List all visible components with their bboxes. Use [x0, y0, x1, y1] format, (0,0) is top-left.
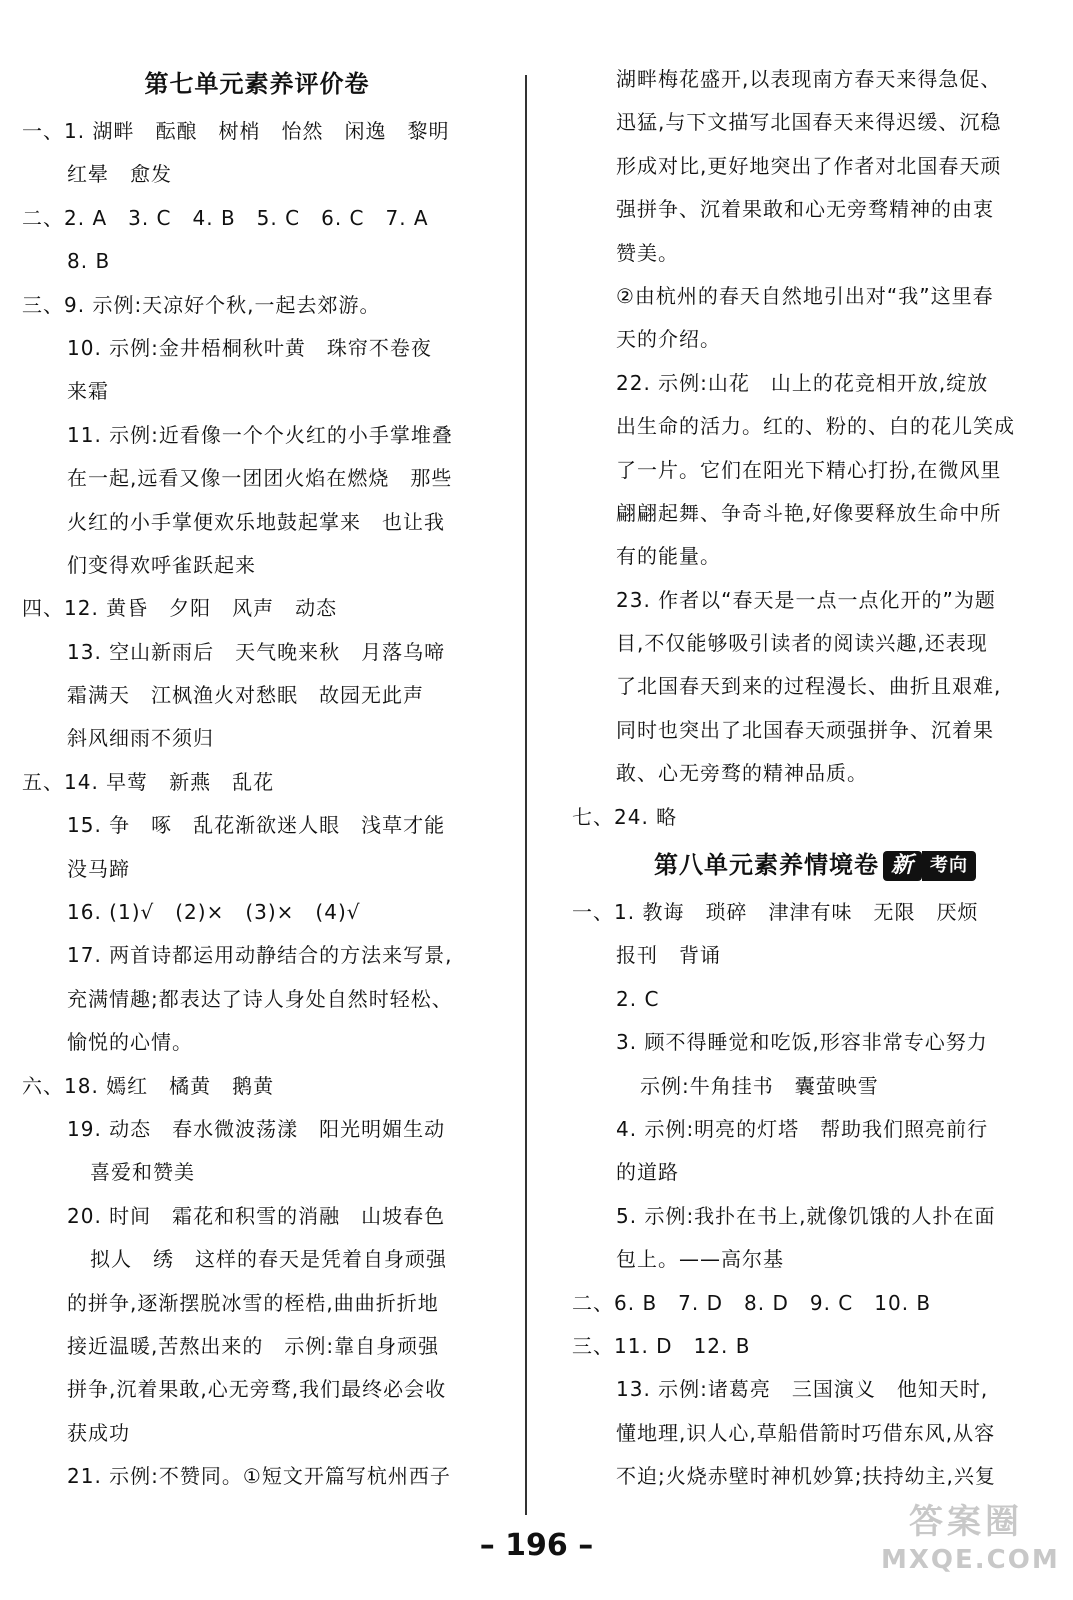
- answer-line: 的道路: [616, 1160, 679, 1185]
- column-divider: [525, 75, 527, 1515]
- answer-line: 四、12. 黄昏 夕阳 风声 动态: [22, 596, 338, 621]
- watermark-url: MXQE.COM: [881, 1545, 1060, 1575]
- watermark-text: 答案圈: [909, 1502, 1023, 1542]
- answer-line: 示例:牛角挂书 囊萤映雪: [640, 1073, 879, 1098]
- answer-line: 2. C: [616, 986, 660, 1011]
- answer-line: 3. 顾不得睡觉和吃饭,形容非常专心努力: [616, 1030, 988, 1055]
- answer-line: 15. 争 啄 乱花渐欲迷人眼 浅草才能: [67, 813, 446, 838]
- answer-line: 翩翩起舞、争奇斗艳,好像要释放生命中所: [616, 500, 1002, 525]
- right-column: [572, 58, 1050, 1499]
- answer-line: 16. (1)√ (2)× (3)× (4)√: [67, 900, 361, 925]
- answer-line: 19. 动态 春水微波荡漾 阳光明媚生动: [67, 1116, 446, 1141]
- answer-line: 一、1. 教诲 琐碎 津津有味 无限 厌烦: [572, 900, 979, 925]
- answer-line: 11. 示例:近看像一个个火红的小手掌堆叠: [67, 422, 453, 447]
- answer-line: 强拼争、沉着果敢和心无旁骛精神的由衷: [616, 197, 994, 222]
- answer-line: 三、9. 示例:天凉好个秋,一起去郊游。: [22, 292, 381, 317]
- answer-line: 13. 空山新雨后 天气晚来秋 月落乌啼: [67, 639, 446, 664]
- answer-line: 21. 示例:不赞同。①短文开篇写杭州西子: [67, 1464, 451, 1489]
- answer-line: 的拼争,逐渐摆脱冰雪的桎梏,曲曲折折地: [67, 1290, 439, 1315]
- answer-line: 22. 示例:山花 山上的花竞相开放,绽放: [616, 370, 989, 395]
- section-title-unit7: 第七单元素养评价卷: [144, 70, 370, 98]
- answer-line: 天的介绍。: [616, 327, 721, 352]
- answer-line: 敢、心无旁骛的精神品质。: [616, 761, 868, 786]
- answer-line: 拟人 绣 这样的春天是凭着自身顽强: [90, 1247, 447, 1272]
- answer-line: 火红的小手掌便欢乐地鼓起掌来 也让我: [67, 509, 445, 534]
- answer-line: 有的能量。: [616, 544, 721, 569]
- answer-line: 赞美。: [616, 240, 679, 265]
- answer-line: 形成对比,更好地突出了作者对北国春天顽: [616, 153, 1002, 178]
- answer-line: 目,不仅能够吸引读者的阅读兴趣,还表现: [616, 631, 988, 656]
- answer-line: 们变得欢呼雀跃起来: [67, 552, 256, 577]
- answer-line: 20. 时间 霜花和积雪的消融 山坡春色: [67, 1203, 446, 1228]
- answer-line: 愉悦的心情。: [67, 1030, 193, 1055]
- answer-line: 4. 示例:明亮的灯塔 帮助我们照亮前行: [616, 1116, 989, 1141]
- answer-line: 二、2. A 3. C 4. B 5. C 6. C 7. A: [22, 205, 429, 230]
- answer-line: 七、24. 略: [572, 804, 678, 829]
- answer-line: 湖畔梅花盛开,以表现南方春天来得急促、: [616, 67, 1002, 91]
- answer-line: 充满情趣;都表达了诗人身处自然时轻松、: [67, 986, 453, 1011]
- answer-line: 六、18. 嫣红 橘黄 鹅黄: [22, 1073, 275, 1098]
- answer-line: 五、14. 早莺 新燕 乱花: [22, 769, 275, 794]
- answer-line: 喜爱和赞美: [90, 1160, 195, 1185]
- answer-line: 10. 示例:金井梧桐秋叶黄 珠帘不卷夜: [67, 335, 432, 360]
- answer-line: 了一片。它们在阳光下精心打扮,在微风里: [616, 457, 1002, 482]
- exam-direction-badge: 考向: [922, 851, 976, 881]
- answer-line: 23. 作者以“春天是一点一点化开的”为题: [616, 587, 996, 612]
- answer-line: 不迫;火烧赤壁时神机妙算;扶持幼主,兴复: [616, 1464, 996, 1489]
- answer-line: 8. B: [67, 249, 111, 274]
- answer-line: 同时也突出了北国春天顽强拼争、沉着果: [616, 717, 994, 742]
- answer-line: 17. 两首诗都运用动静结合的方法来写景,: [67, 943, 453, 968]
- answer-line: 三、11. D 12. B: [572, 1333, 751, 1358]
- answer-line: 一、1. 湖畔 酝酿 树梢 怡然 闲逸 黎明: [22, 119, 450, 143]
- section-title-unit8: [580, 839, 1050, 891]
- answer-line: 拼争,沉着果敢,心无旁骛,我们最终必会收: [67, 1377, 447, 1402]
- watermark-logo: [881, 1500, 1060, 1580]
- answer-line: 5. 示例:我扑在书上,就像饥饿的人扑在面: [616, 1203, 996, 1228]
- answer-line: 迅猛,与下文描写北国春天来得迟缓、沉稳: [616, 110, 1002, 135]
- answer-line: 13. 示例:诸葛亮 三国演义 他知天时,: [616, 1377, 989, 1402]
- answer-line: 在一起,远看又像一团团火焰在燃烧 那些: [67, 466, 453, 491]
- answer-line: 霜满天 江枫渔火对愁眠 故园无此声: [67, 683, 424, 708]
- answer-line: 获成功: [67, 1420, 130, 1445]
- answer-line: 出生命的活力。红的、粉的、白的花儿笑成: [616, 414, 1015, 439]
- answer-line: 没马蹄: [67, 856, 130, 881]
- answer-line: 红晕 愈发: [67, 162, 172, 187]
- answer-line: 懂地理,识人心,草船借箭时巧借东风,从容: [616, 1420, 996, 1445]
- answer-line: 斜风细雨不须归: [67, 726, 214, 751]
- page-number: – 196 –: [479, 1528, 594, 1563]
- new-badge: 新: [883, 851, 922, 881]
- answer-line: 包上。——高尔基: [616, 1247, 784, 1272]
- answer-line: ②由杭州的春天自然地引出对“我”这里春: [616, 283, 994, 308]
- answer-line: 来霜: [67, 379, 109, 404]
- answer-line: 接近温暖,苦熬出来的 示例:靠自身顽强: [67, 1333, 440, 1358]
- answer-line: 了北国春天到来的过程漫长、曲折且艰难,: [616, 674, 1002, 699]
- section-title-text: 第八单元素养情境卷: [653, 851, 879, 880]
- answer-line: 二、6. B 7. D 8. D 9. C 10. B: [572, 1290, 932, 1315]
- answer-line: 报刊 背诵: [616, 943, 721, 968]
- left-column: [22, 58, 492, 1499]
